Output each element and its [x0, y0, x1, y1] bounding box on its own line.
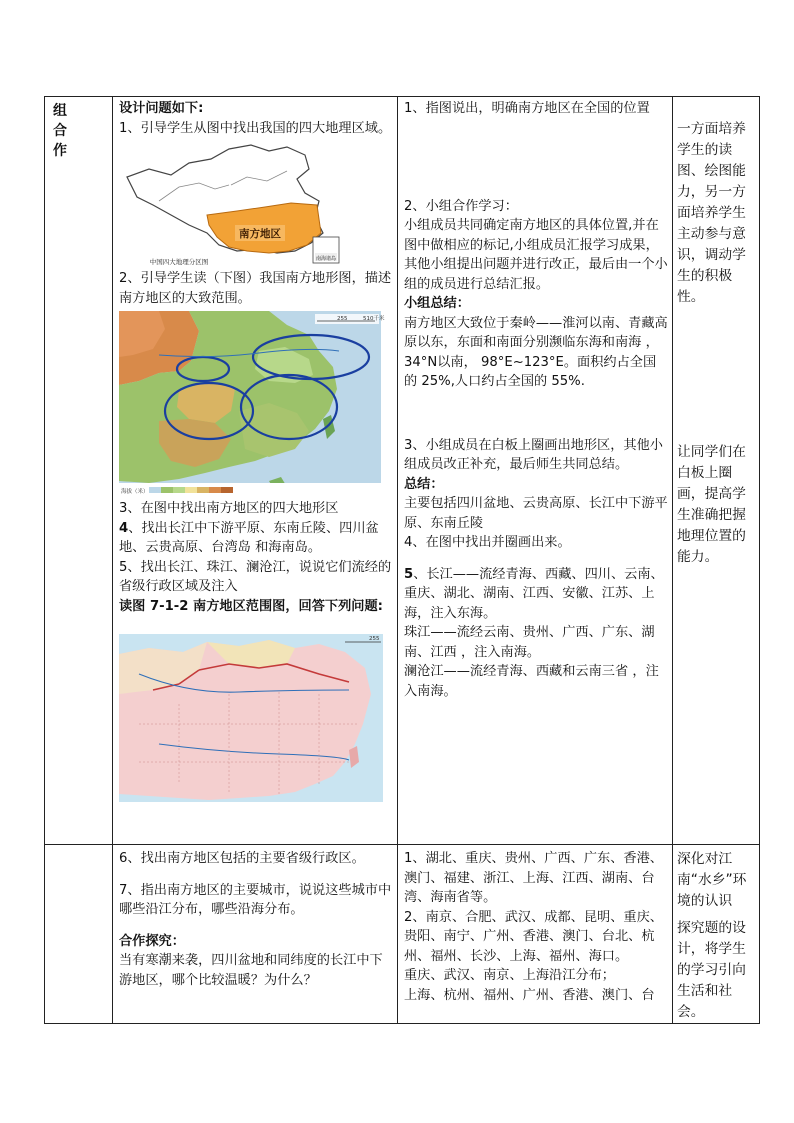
row-label-char: 组	[53, 103, 67, 119]
answer-provinces: 1、湖北、重庆、贵州、广西、广东、香港、澳门、福建、浙江、上海、江西、湖南、台湾、海南省等。	[404, 851, 663, 905]
answer-coastal-cities: 上海、杭州、福州、广州、香港、澳门、台	[404, 987, 655, 1003]
answer-2: 小组成员共同确定南方地区的具体位置,并在图中做相应的标记,小组成员汇报学习成果，其他小组提出问题并进行改正，最后由一个小组的成员进行总结汇报。	[404, 218, 668, 292]
intent-1: 一方面培养学生的读图、绘图能力，另一方面培养学生主动参与意识，调动学生的积极性。	[677, 121, 746, 305]
map-legend-label: 海拔（米）	[121, 489, 149, 495]
explore-question: 当有寒潮来袭，四川盆地和同纬度的长江中下游地区，哪个比较温暖？为什么？	[119, 953, 383, 988]
answer-5-changjiang	[404, 565, 668, 624]
china-regions-map	[119, 141, 349, 267]
answer-cities: 2、南京、合肥、武汉、成都、昆明、重庆、贵阳、南宁、广州、香港、澳门、台北、杭州、福州、长沙、上海、福州、海口。	[404, 909, 663, 964]
answer-5-zhujiang: 珠江——流经云南、贵州、广西、广东、湖南、江西 ，注入南海。	[404, 625, 655, 660]
south-region-range-map	[119, 634, 383, 802]
answer-1: 1、指图说出，明确南方地区在全国的位置	[404, 101, 650, 116]
intent-4: 探究题的设计，将学生的学习引向生活和社会。	[677, 920, 746, 1020]
answer-5-lancang: 澜沧江——流经青海、西藏和云南三省 ，注入南海。	[404, 664, 659, 699]
question-2: 2、引导学生读（下图）我国南方地形图，描述南方地区的大致范围。	[119, 271, 392, 306]
row-label-cell	[45, 97, 113, 845]
intent-2: 让同学们在白板上圈画，提高学生准确把握地理位置的能力。	[677, 444, 746, 565]
design-heading: 设计问题如下:	[119, 101, 204, 116]
group-summary-heading: 小组总结：	[404, 296, 470, 311]
region-label: 南方地区	[239, 228, 281, 240]
question-5: 5、找出长江、珠江、澜沧江，说说它们流经的省级行政区域及注入	[119, 559, 392, 594]
student-activity-cell	[398, 97, 673, 845]
student-activity-cell	[398, 845, 673, 1024]
answer-3: 3、小组成员在白板上圈画出地形区，其他小组成员改正补充，最后师生共同总结。	[404, 437, 663, 472]
design-intent-cell	[673, 845, 760, 1024]
table-row	[45, 97, 760, 845]
row-label-cell	[45, 845, 113, 1024]
answer-2-heading: 2、小组合作学习：	[404, 198, 518, 214]
explore-heading: 合作探究：	[119, 933, 185, 949]
south-terrain-map-figure	[119, 311, 385, 497]
question-4-text: 、找出长江中下游平原、东南丘陵、四川盆地、云贵高原、台湾岛 和海南岛。	[119, 520, 379, 555]
conclusion: 主要包括四川盆地、云贵高原、长江中下游平原、东南丘陵	[404, 496, 668, 531]
table-row	[45, 845, 760, 1024]
design-questions-cell	[113, 845, 398, 1024]
design-questions-cell	[113, 97, 398, 845]
map-caption: 中国四大地理分区图	[149, 258, 209, 266]
question-1: 1、引导学生从图中找出我国的四大地理区域。	[119, 120, 392, 136]
conclusion-heading: 总结：	[404, 476, 444, 492]
answer-5-number: 5	[404, 566, 414, 582]
answer-river-cities: 重庆、武汉、南京、上海沿江分布；	[404, 968, 615, 983]
question-6: 6、找出南方地区包括的主要省级行政区。	[119, 851, 365, 866]
china-regions-map-figure	[119, 141, 349, 267]
south-terrain-map	[119, 311, 385, 497]
map-scale-label: 255	[369, 636, 380, 642]
question-4	[119, 519, 393, 558]
question-3: 3、在图中找出南方地区的四大地形区	[119, 501, 339, 516]
question-4-number: 4	[119, 520, 129, 536]
design-intent-cell	[673, 97, 760, 845]
group-summary: 南方地区大致位于秦岭——淮河以南、青藏高原以东，东面和南面分别濒临东海和南海 ，34°N以南， 98°E~123°E。面积约占全国的 25%,人口约占全国的 55%.	[404, 315, 668, 389]
south-region-range-map-figure	[119, 634, 383, 802]
row-label-char: 作	[53, 143, 67, 159]
figure-question-title: 读图 7-1-2 南方地区范围图，回答下列问题:	[119, 598, 383, 614]
answer-4: 4、在图中找出并圈画出来。	[404, 535, 571, 550]
map-scale-label-2: 510千米	[363, 316, 385, 322]
inset-label: 南海诸岛	[315, 256, 337, 262]
question-7: 7、指出南方地区的主要城市，说说这些城市中哪些沿江分布，哪些沿海分布。	[119, 882, 392, 917]
answer-5-changjiang-text: 、长江——流经青海、西藏、四川、云南、重庆、湖北、湖南、江西、安徽、江苏、上海，注入东海。	[404, 566, 664, 621]
lesson-plan-table	[44, 96, 760, 1024]
row-label-char: 合	[53, 123, 67, 139]
intent-3: 深化对江南“水乡”环境的认识	[677, 851, 747, 909]
map-scale-label: 255	[337, 316, 348, 322]
